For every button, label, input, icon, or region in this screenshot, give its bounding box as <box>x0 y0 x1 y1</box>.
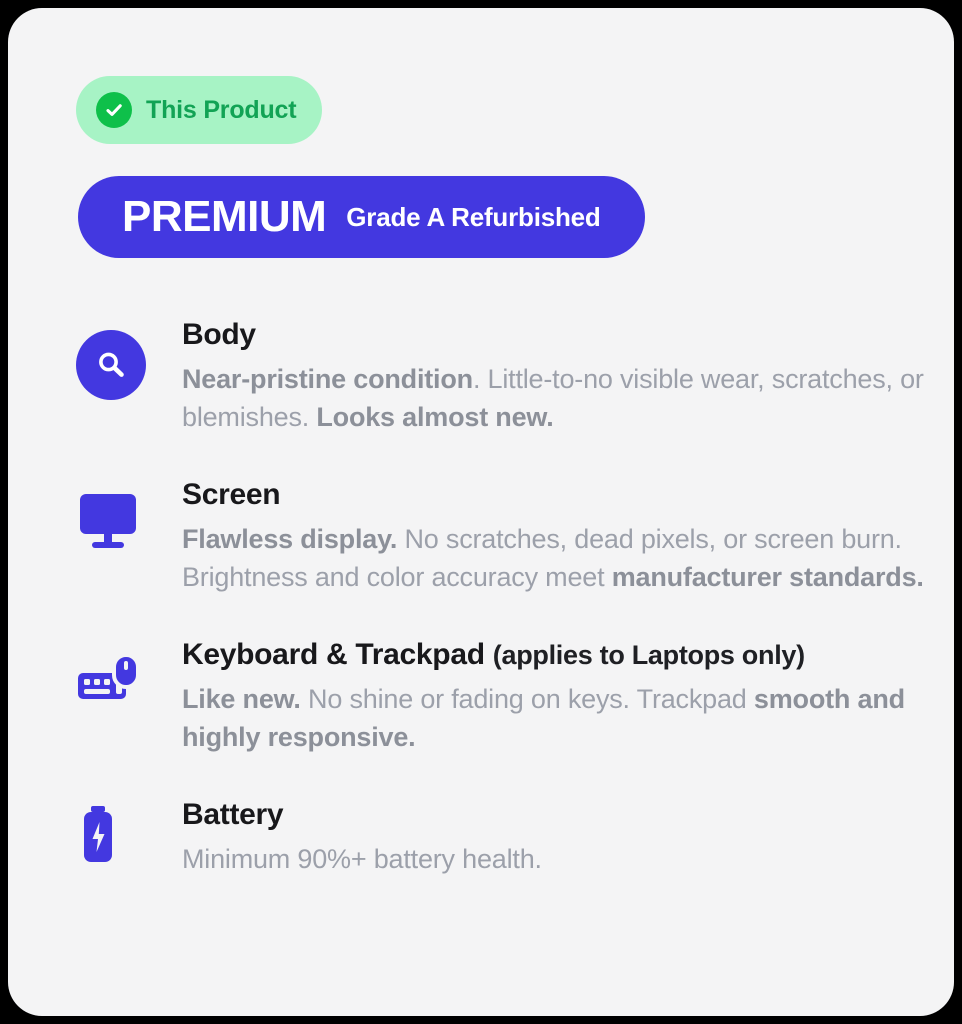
condition-feature-list <box>76 314 926 878</box>
feature-row-screen <box>76 474 926 596</box>
feature-description <box>182 840 926 878</box>
feature-desc-mid: No scratches, dead pixels, or screen burn. Brightness and color accuracy meet <box>182 523 902 592</box>
feature-desc-tail: Looks almost new. <box>316 401 554 432</box>
feature-title-text: Battery <box>182 798 284 832</box>
feature-icon-wrap <box>76 794 182 866</box>
feature-icon-wrap <box>76 474 182 552</box>
feature-title <box>182 796 926 834</box>
feature-title-text: Keyboard & Trackpad <box>182 638 485 672</box>
feature-row-battery <box>76 794 926 878</box>
feature-description <box>182 520 926 597</box>
feature-title-note: (applies to Laptops only) <box>492 640 805 671</box>
feature-desc-mid: Minimum 90%+ battery health. <box>182 843 542 874</box>
feature-icon-wrap <box>76 314 182 400</box>
feature-title <box>182 636 926 674</box>
feature-title-text: Body <box>182 318 256 351</box>
premium-tier-label: PREMIUM <box>122 192 327 241</box>
feature-text <box>182 474 926 596</box>
feature-desc-tail: smooth and highly responsive. <box>182 683 905 753</box>
product-condition-card <box>8 8 954 1016</box>
premium-grade-banner <box>78 176 645 258</box>
feature-desc-mid: No shine or fading on keys. Trackpad <box>300 683 754 714</box>
premium-grade-label: Grade A Refurbished <box>346 202 601 232</box>
feature-title-text: Screen <box>182 478 281 512</box>
feature-text <box>182 794 926 878</box>
keyboard-trackpad-icon <box>76 650 150 712</box>
this-product-badge <box>76 76 322 144</box>
feature-title <box>182 476 926 514</box>
feature-desc-tail: manufacturer standards. <box>611 561 924 592</box>
feature-desc-lead: Like new. <box>182 683 301 714</box>
feature-row-body <box>76 314 926 436</box>
feature-desc-lead: Near-pristine condition <box>182 363 473 394</box>
monitor-icon <box>76 490 150 552</box>
feature-text <box>182 314 926 436</box>
feature-icon-wrap <box>76 634 182 712</box>
feature-description <box>182 360 926 437</box>
check-circle-icon <box>96 92 132 128</box>
feature-text <box>182 634 926 756</box>
feature-description <box>182 680 926 757</box>
this-product-label: This Product <box>146 95 297 124</box>
feature-desc-lead: Flawless display. <box>182 523 398 554</box>
battery-icon <box>76 804 150 866</box>
feature-row-keyboard-trackpad <box>76 634 926 756</box>
magnifier-icon <box>76 330 146 400</box>
feature-title <box>182 316 926 354</box>
feature-desc-mid: . Little-to-no visible wear, scratches, or blemishes. <box>182 363 924 432</box>
